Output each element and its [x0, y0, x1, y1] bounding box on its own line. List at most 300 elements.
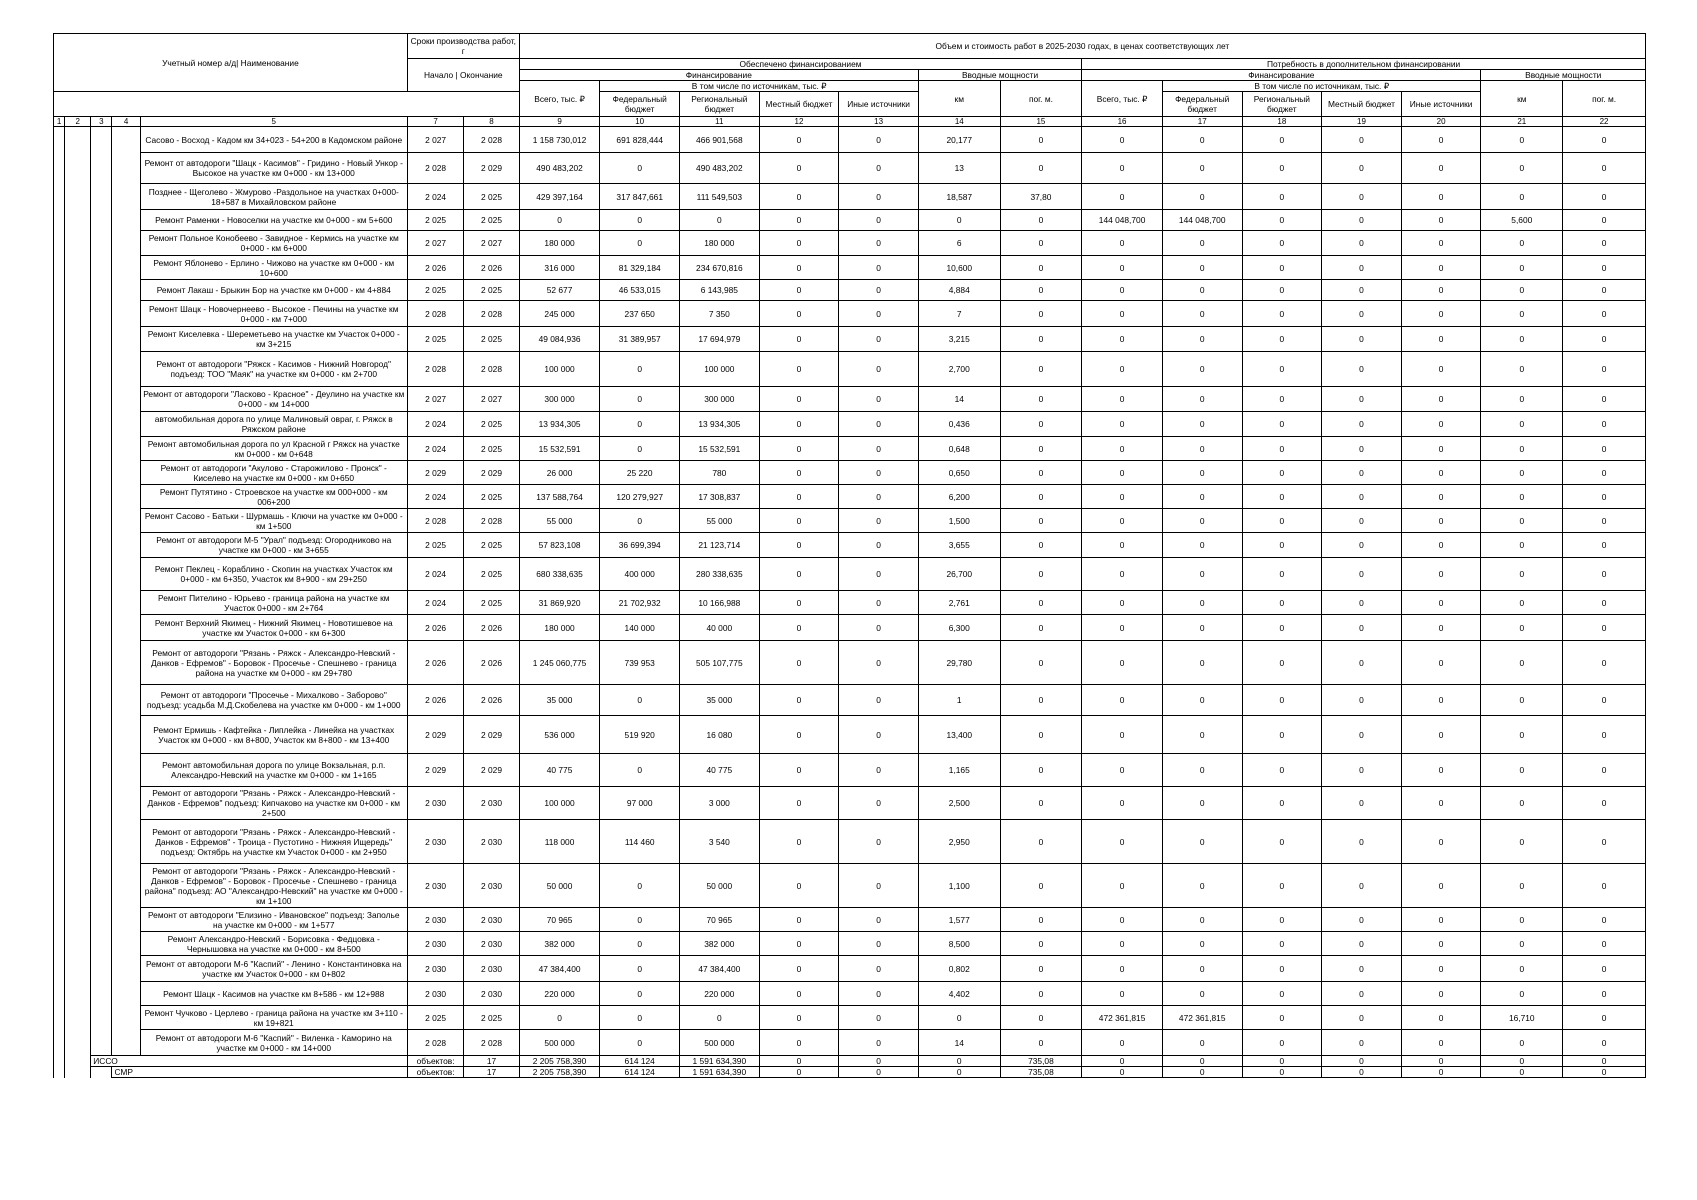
blank-cell: [54, 754, 65, 787]
road-name: Ремонт от автодороги "Рязань - Ряжск - Александро-Невский - Данков - Ефремов" - Троица - Пустотино - Нижняя Ищередь" подъезд: Октябрь на участке км Участок 0+000 - км 2+950: [140, 820, 407, 864]
value-cell: 0: [839, 509, 919, 533]
value-cell: 0: [1481, 558, 1563, 591]
value-cell: 0: [1563, 908, 1646, 932]
value-cell: 0: [759, 685, 839, 716]
value-cell: 111 549,503: [680, 184, 760, 210]
value-cell: 0: [1401, 256, 1481, 280]
road-name: Ремонт Ермишь - Кафтейка - Липлейка - Линейка на участках Участок км 0+000 - км 8+800, Участок км 8+800 - км 13+400: [140, 716, 407, 754]
value-cell: 0: [1082, 387, 1163, 412]
value-cell: 0: [1322, 184, 1402, 210]
value-cell: 0: [1481, 1030, 1563, 1056]
value-cell: 0: [1162, 685, 1242, 716]
blank-cell: [91, 820, 112, 864]
road-name: Ремонт от автодороги "Елизино - Ивановское" подъезд: Заполье на участке км 0+000 - км 1+577: [140, 908, 407, 932]
blank-cell: [54, 533, 65, 558]
value-cell: 0: [1481, 127, 1563, 153]
value-cell: 317 847,661: [600, 184, 680, 210]
value-cell: 0: [759, 864, 839, 908]
value-cell: 0: [1563, 412, 1646, 437]
value-cell: 0: [1563, 932, 1646, 956]
start-year: 2 029: [407, 754, 463, 787]
total-value: 735,08: [1000, 1056, 1082, 1067]
value-cell: 20,177: [918, 127, 1000, 153]
blank-cell: [65, 685, 91, 716]
blank-cell: [91, 485, 112, 509]
value-cell: 0: [839, 280, 919, 301]
value-cell: 57 823,108: [519, 533, 600, 558]
value-cell: 0: [1000, 685, 1082, 716]
value-cell: 0: [1401, 301, 1481, 327]
column-number: 4: [112, 117, 140, 127]
value-cell: 0: [1082, 908, 1163, 932]
value-cell: 0: [1242, 982, 1322, 1006]
column-number: 21: [1481, 117, 1563, 127]
table-row: [54, 1030, 1646, 1056]
value-cell: 0: [1242, 256, 1322, 280]
end-year: 2 030: [464, 787, 519, 820]
value-cell: 0: [1322, 352, 1402, 387]
value-cell: 0: [1162, 716, 1242, 754]
road-name: Ремонт Яблонево - Ерлино - Чижово на участке км 0+000 - км 10+600: [140, 256, 407, 280]
value-cell: 0: [1401, 461, 1481, 485]
end-year: 2 029: [464, 461, 519, 485]
value-cell: 120 279,927: [600, 485, 680, 509]
blank-cell: [54, 327, 65, 352]
value-cell: 490 483,202: [519, 153, 600, 184]
end-year: 2 025: [464, 591, 519, 615]
value-cell: 0: [600, 908, 680, 932]
value-cell: 0: [1563, 1030, 1646, 1056]
value-cell: 6,300: [918, 615, 1000, 641]
blank-cell: [91, 1030, 112, 1056]
column-number: 22: [1563, 117, 1646, 127]
value-cell: 0: [839, 982, 919, 1006]
road-name: Ремонт от автодороги "Просечье - Михалково - Заборово" подъезд: усадьба М.Д.Скобелева на участке км 0+000 - км 1+000: [140, 685, 407, 716]
value-cell: 15 532,591: [519, 437, 600, 461]
table-row: [54, 387, 1646, 412]
value-cell: 0: [759, 509, 839, 533]
total-value: 0: [1481, 1067, 1563, 1078]
blank-cell: [65, 127, 91, 153]
value-cell: 0: [1401, 327, 1481, 352]
value-cell: 29,780: [918, 641, 1000, 685]
blank-cell: [91, 327, 112, 352]
value-cell: 0: [1000, 787, 1082, 820]
value-cell: 0: [1242, 908, 1322, 932]
blank-cell: [54, 301, 65, 327]
value-cell: 0: [1082, 256, 1163, 280]
blank-cell: [112, 558, 140, 591]
value-cell: 3,655: [918, 533, 1000, 558]
start-year: 2 026: [407, 685, 463, 716]
start-year: 2 024: [407, 412, 463, 437]
value-cell: 0: [1162, 184, 1242, 210]
blank-cell: [65, 787, 91, 820]
value-cell: 0: [1401, 754, 1481, 787]
start-year: 2 026: [407, 615, 463, 641]
start-year: 2 025: [407, 280, 463, 301]
total-value: 0: [1481, 1056, 1563, 1067]
value-cell: 0: [759, 716, 839, 754]
blank-cell: [65, 485, 91, 509]
value-cell: 118 000: [519, 820, 600, 864]
table-body: [54, 127, 1646, 1078]
blank-cell: [112, 591, 140, 615]
value-cell: 0: [1162, 982, 1242, 1006]
end-year: 2 025: [464, 210, 519, 231]
value-cell: 0: [1401, 956, 1481, 982]
total-value: 0: [1401, 1067, 1481, 1078]
total-value: 735,08: [1000, 1067, 1082, 1078]
road-name: автомобильная дорога по улице Малиновый овраг, г. Ряжск в Ряжском районе: [140, 412, 407, 437]
end-year: 2 030: [464, 932, 519, 956]
value-cell: 0: [759, 982, 839, 1006]
value-cell: 6,200: [918, 485, 1000, 509]
objects-label: объектов:: [407, 1067, 463, 1078]
value-cell: 300 000: [519, 387, 600, 412]
value-cell: 780: [680, 461, 760, 485]
blank-cell: [54, 1030, 65, 1056]
value-cell: 0: [1563, 754, 1646, 787]
value-cell: 40 775: [519, 754, 600, 787]
value-cell: 0: [600, 864, 680, 908]
end-year: 2 028: [464, 301, 519, 327]
value-cell: 0: [1242, 956, 1322, 982]
blank-cell: [112, 1030, 140, 1056]
column-number: 8: [464, 117, 519, 127]
blank-cell: [112, 685, 140, 716]
value-cell: 31 869,920: [519, 591, 600, 615]
value-cell: 0: [1322, 256, 1402, 280]
value-cell: 0: [759, 280, 839, 301]
total-value: 614 124: [600, 1067, 680, 1078]
blank-cell: [65, 982, 91, 1006]
blank-cell: [91, 153, 112, 184]
value-cell: 0: [1481, 932, 1563, 956]
value-cell: 0: [1242, 352, 1322, 387]
objects-count: 17: [464, 1056, 519, 1067]
column-number: 16: [1082, 117, 1163, 127]
blank-cell: [112, 280, 140, 301]
value-cell: 0: [759, 412, 839, 437]
blank-cell: [54, 591, 65, 615]
blank-cell: [65, 716, 91, 754]
value-cell: 0: [1322, 485, 1402, 509]
value-cell: 14: [918, 1030, 1000, 1056]
total-value: 0: [1242, 1067, 1322, 1078]
value-cell: 0,650: [918, 461, 1000, 485]
table-row: [54, 280, 1646, 301]
road-name: Ремонт Пителино - Юрьево - граница района на участке км Участок 0+000 - км 2+764: [140, 591, 407, 615]
value-cell: 220 000: [680, 982, 760, 1006]
value-cell: 0: [759, 641, 839, 685]
blank-cell: [91, 1067, 112, 1078]
blank-cell: [91, 533, 112, 558]
value-cell: 5,600: [1481, 210, 1563, 231]
blank-cell: [54, 437, 65, 461]
value-cell: 100 000: [680, 352, 760, 387]
value-cell: 500 000: [680, 1030, 760, 1056]
blank-cell: [91, 754, 112, 787]
blank-cell: [91, 956, 112, 982]
value-cell: 0: [1162, 387, 1242, 412]
blank-cell: [91, 615, 112, 641]
value-cell: 0: [1242, 615, 1322, 641]
value-cell: 0: [1000, 280, 1082, 301]
road-name: Ремонт от автодороги "Ряжск - Касимов - Нижний Новгород" подъезд: ТОО "Маяк" на участке км 0+000 - км 2+700: [140, 352, 407, 387]
value-cell: 0: [839, 932, 919, 956]
value-cell: 7: [918, 301, 1000, 327]
blank-cell: [65, 280, 91, 301]
value-cell: 0: [1082, 591, 1163, 615]
value-cell: 10,600: [918, 256, 1000, 280]
end-year: 2 030: [464, 908, 519, 932]
value-cell: 0: [1082, 1030, 1163, 1056]
value-cell: 0: [1082, 184, 1163, 210]
value-cell: 0: [1481, 509, 1563, 533]
start-year: 2 025: [407, 210, 463, 231]
blank-cell: [112, 932, 140, 956]
value-cell: 0: [1401, 1030, 1481, 1056]
value-cell: 0: [1162, 615, 1242, 641]
value-cell: 0: [1000, 231, 1082, 256]
value-cell: 0: [759, 461, 839, 485]
end-year: 2 028: [464, 509, 519, 533]
blank-cell: [54, 387, 65, 412]
blank-cell: [91, 864, 112, 908]
value-cell: 691 828,444: [600, 127, 680, 153]
value-cell: 0: [1000, 412, 1082, 437]
value-cell: 0: [1563, 485, 1646, 509]
header-regional-secured: Региональный бюджет: [680, 92, 760, 117]
blank-cell: [54, 485, 65, 509]
start-year: 2 027: [407, 387, 463, 412]
value-cell: 0: [1000, 1006, 1082, 1030]
value-cell: 0: [1000, 754, 1082, 787]
start-year: 2 028: [407, 509, 463, 533]
end-year: 2 025: [464, 184, 519, 210]
value-cell: 0: [759, 127, 839, 153]
value-cell: 0: [1481, 982, 1563, 1006]
road-name: Ремонт от автодороги "Акулово - Старожилово - Пронск" - Киселево на участке км 0+000 - км 0+650: [140, 461, 407, 485]
value-cell: 140 000: [600, 615, 680, 641]
value-cell: 0: [1563, 327, 1646, 352]
blank-cell: [91, 461, 112, 485]
value-cell: 0: [839, 352, 919, 387]
value-cell: 0: [1322, 615, 1402, 641]
blank-cell: [54, 1006, 65, 1030]
value-cell: 14: [918, 387, 1000, 412]
value-cell: 0: [1401, 982, 1481, 1006]
start-year: 2 028: [407, 1030, 463, 1056]
start-year: 2 030: [407, 820, 463, 864]
table-row: [54, 184, 1646, 210]
blank-cell: [112, 615, 140, 641]
road-name: Ремонт Путятино - Строевское на участке км 000+000 - км 006+200: [140, 485, 407, 509]
value-cell: 0: [1322, 153, 1402, 184]
value-cell: 245 000: [519, 301, 600, 327]
value-cell: 0: [759, 352, 839, 387]
value-cell: 0: [1481, 437, 1563, 461]
value-cell: 0: [600, 509, 680, 533]
end-year: 2 026: [464, 256, 519, 280]
value-cell: 0: [839, 1006, 919, 1030]
value-cell: 0: [1481, 533, 1563, 558]
start-year: 2 026: [407, 641, 463, 685]
value-cell: 16,710: [1481, 1006, 1563, 1030]
value-cell: 0: [759, 1030, 839, 1056]
blank-cell: [112, 153, 140, 184]
value-cell: 0: [1401, 558, 1481, 591]
value-cell: 17 308,837: [680, 485, 760, 509]
value-cell: 0: [1401, 533, 1481, 558]
column-number: 1: [54, 117, 65, 127]
value-cell: 0: [759, 615, 839, 641]
start-year: 2 024: [407, 184, 463, 210]
header-km-need: км: [1481, 81, 1563, 117]
blank-cell: [91, 387, 112, 412]
value-cell: 0: [1322, 754, 1402, 787]
table-row: [54, 210, 1646, 231]
value-cell: 0: [1162, 820, 1242, 864]
value-cell: 0: [839, 533, 919, 558]
value-cell: 0: [1242, 184, 1322, 210]
table-row: [54, 509, 1646, 533]
value-cell: 0: [759, 820, 839, 864]
value-cell: 0: [1082, 787, 1163, 820]
value-cell: 0: [1401, 184, 1481, 210]
blank-cell: [54, 352, 65, 387]
road-name: Ремонт от автодороги "Рязань - Ряжск - Александро-Невский - Данков - Ефремов" - Боровок - Просечье - Спешнево - граница района" подъезд: АО "Александро-Невский" на участке км 0+000 - км 1+100: [140, 864, 407, 908]
total-value: 0: [1162, 1067, 1242, 1078]
blank-cell: [112, 352, 140, 387]
road-name: Ремонт от автодороги М-6 "Каспий" - Ленино - Константиновка на участке км Участок 0+000 - км 0+802: [140, 956, 407, 982]
road-name: Ремонт Шацк - Новочернеево - Высокое - Печины на участке км 0+000 - км 7+000: [140, 301, 407, 327]
value-cell: 2,761: [918, 591, 1000, 615]
value-cell: 0: [1000, 820, 1082, 864]
value-cell: 4,402: [918, 982, 1000, 1006]
end-year: 2 025: [464, 558, 519, 591]
blank-cell: [54, 210, 65, 231]
value-cell: 0: [1082, 127, 1163, 153]
value-cell: 0: [839, 127, 919, 153]
value-cell: 35 000: [519, 685, 600, 716]
value-cell: 81 329,184: [600, 256, 680, 280]
value-cell: 0: [1322, 558, 1402, 591]
value-cell: 0: [600, 982, 680, 1006]
blank-cell: [91, 210, 112, 231]
value-cell: 13,400: [918, 716, 1000, 754]
value-cell: 7 350: [680, 301, 760, 327]
value-cell: 0: [1082, 231, 1163, 256]
value-cell: 0: [839, 231, 919, 256]
value-cell: 55 000: [519, 509, 600, 533]
value-cell: 0: [1322, 787, 1402, 820]
total-value: 0: [1563, 1067, 1646, 1078]
value-cell: 0: [759, 956, 839, 982]
header-km-secured: км: [918, 81, 1000, 117]
value-cell: 0: [1242, 685, 1322, 716]
start-year: 2 027: [407, 231, 463, 256]
start-year: 2 028: [407, 352, 463, 387]
value-cell: 144 048,700: [1162, 210, 1242, 231]
value-cell: 0: [1162, 864, 1242, 908]
value-cell: 0: [1000, 716, 1082, 754]
value-cell: 3,215: [918, 327, 1000, 352]
value-cell: 0: [1242, 641, 1322, 685]
start-year: 2 028: [407, 153, 463, 184]
value-cell: 382 000: [680, 932, 760, 956]
value-cell: 0: [1322, 864, 1402, 908]
blank-cell: [112, 787, 140, 820]
value-cell: 0: [1481, 754, 1563, 787]
value-cell: 21 123,714: [680, 533, 760, 558]
value-cell: 0: [1322, 982, 1402, 1006]
value-cell: 0: [839, 387, 919, 412]
column-number: 11: [680, 117, 760, 127]
column-number-row: [54, 117, 1646, 127]
value-cell: 0: [1322, 412, 1402, 437]
value-cell: 0: [1082, 982, 1163, 1006]
header-terms: Сроки производства работ, г: [407, 34, 519, 59]
value-cell: 0: [1563, 461, 1646, 485]
road-works-table: [53, 33, 1646, 1078]
blank-cell: [112, 127, 140, 153]
start-year: 2 025: [407, 327, 463, 352]
value-cell: 0: [839, 1030, 919, 1056]
value-cell: 0: [1242, 932, 1322, 956]
column-number: 13: [839, 117, 919, 127]
value-cell: 0: [1563, 256, 1646, 280]
blank-cell: [112, 864, 140, 908]
value-cell: 15 532,591: [680, 437, 760, 461]
road-name: Ремонт от автодороги М-6 "Каспий" - Виленка - Каморино на участке км 0+000 - км 14+000: [140, 1030, 407, 1056]
value-cell: 180 000: [519, 231, 600, 256]
value-cell: 0: [1401, 153, 1481, 184]
blank-cell: [54, 1067, 65, 1078]
value-cell: 0: [759, 327, 839, 352]
total-value: 0: [1563, 1056, 1646, 1067]
table-row: [54, 754, 1646, 787]
value-cell: 10 166,988: [680, 591, 760, 615]
blank-cell: [112, 412, 140, 437]
value-cell: 0: [1563, 210, 1646, 231]
value-cell: 466 901,568: [680, 127, 760, 153]
road-name: Ремонт автомобильная дорога по улице Вокзальная, р.п. Александро-Невский на участке км 0+000 - км 1+165: [140, 754, 407, 787]
value-cell: 0: [1563, 716, 1646, 754]
blank-cell: [65, 956, 91, 982]
value-cell: 0: [1082, 509, 1163, 533]
value-cell: 0: [759, 1006, 839, 1030]
table-row: [54, 231, 1646, 256]
value-cell: 1,577: [918, 908, 1000, 932]
header-need: Потребность в дополнительном финансировании: [1082, 59, 1646, 70]
table-row: [54, 437, 1646, 461]
value-cell: 0: [1162, 153, 1242, 184]
total-value: 0: [839, 1067, 919, 1078]
total-value: 2 205 758,390: [519, 1056, 600, 1067]
value-cell: 0,802: [918, 956, 1000, 982]
value-cell: 0: [680, 210, 760, 231]
value-cell: 0: [1481, 231, 1563, 256]
value-cell: 0: [1000, 1030, 1082, 1056]
value-cell: 0: [1000, 591, 1082, 615]
blank-cell: [65, 437, 91, 461]
value-cell: 0: [759, 485, 839, 509]
blank-cell: [112, 820, 140, 864]
value-cell: 0: [519, 210, 600, 231]
value-cell: 0: [1401, 387, 1481, 412]
